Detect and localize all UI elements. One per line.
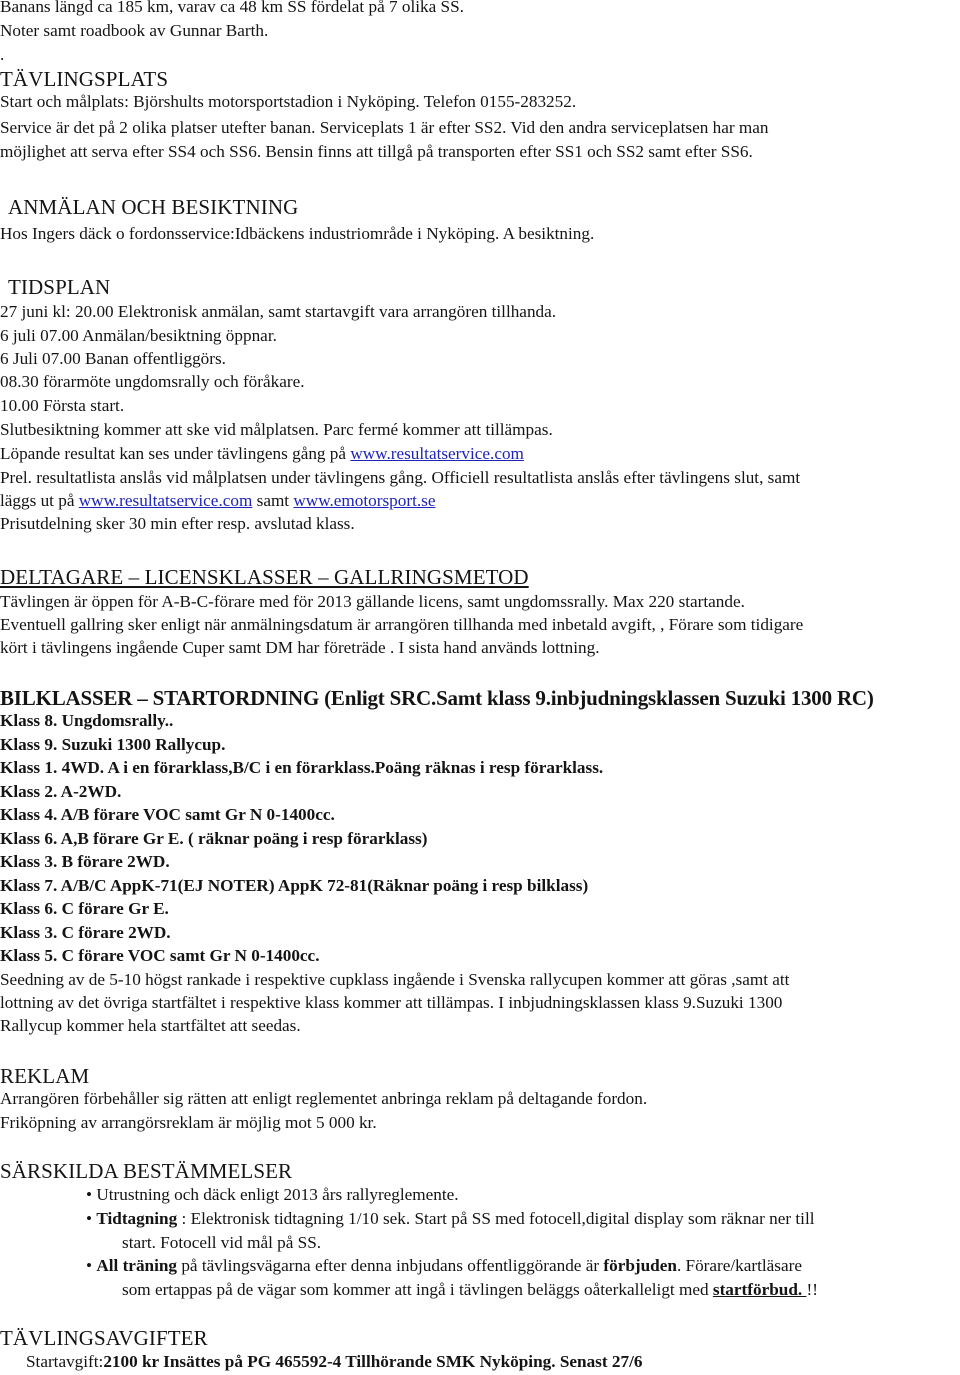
class-item: Klass 4. A/B förare VOC samt Gr N 0-1400cc.	[0, 805, 335, 824]
schedule-line: 6 Juli 07.00 Banan offentliggörs.	[0, 349, 226, 368]
bullet-bold-text: förbjuden	[603, 1256, 677, 1275]
section-heading-tavlingsplats: TÄVLINGSPLATS	[0, 67, 169, 91]
schedule-line: Slutbesiktning kommer att ske vid målplatsen. Parc fermé kommer att tillämpas.	[0, 420, 553, 439]
resultatservice-link[interactable]: www.resultatservice.com	[350, 444, 524, 463]
intro-line: Noter samt roadbook av Gunnar Barth.	[0, 21, 269, 40]
fee-line	[26, 1352, 642, 1372]
fee-label: Startavgift:	[26, 1352, 104, 1371]
emotorsport-link[interactable]: www.emotorsport.se	[293, 491, 436, 510]
bullet-continuation: start. Fotocell vid mål på SS.	[122, 1233, 322, 1252]
intro-line: Banans längd ca 185 km, varav ca 48 km SS fördelat på 7 olika SS.	[0, 0, 464, 16]
section-heading-anmalan: ANMÄLAN OCH BESIKTNING	[8, 195, 299, 219]
paragraph-line: Friköpning av arrangörsreklam är möjlig mot 5 000 kr.	[0, 1113, 377, 1132]
bullet-item	[86, 1209, 815, 1229]
bullet-icon: •	[86, 1185, 93, 1204]
intro-line: .	[0, 45, 5, 64]
schedule-line: 6 juli 07.00 Anmälan/besiktning öppnar.	[0, 326, 277, 345]
class-item: Klass 8. Ungdomsrally..	[0, 711, 174, 730]
bullet-text: som ertappas på de vägar som kommer att ingå i tävlingen beläggs oåterkalleligt med	[122, 1280, 713, 1299]
class-item: Klass 1. 4WD. A i en förarklass,B/C i en förarklass.Poäng räknas i resp förarklass.	[0, 758, 604, 777]
schedule-text: samt	[252, 491, 294, 510]
bullet-text: på tävlingsvägarna efter denna inbjudans offentliggörande är	[177, 1256, 604, 1275]
schedule-line	[0, 491, 435, 511]
schedule-text: Löpande resultat kan ses under tävlingens gång på	[0, 444, 351, 463]
bullet-continuation	[122, 1280, 818, 1300]
bullet-bold-text: startförbud.	[712, 1280, 807, 1299]
schedule-line: 27 juni kl: 20.00 Elektronisk anmälan, samt startavgift vara arrangören tillhanda.	[0, 302, 557, 321]
paragraph-line: Tävlingen är öppen för A-B-C-förare med för 2013 gällande licens, samt ungdomssrally. Max 220 startande.	[0, 592, 745, 611]
paragraph-line: Service är det på 2 olika platser utefter banan. Serviceplats 1 är efter SS2. Vid den andra serviceplatsen har man	[0, 118, 769, 137]
bullet-icon: •	[86, 1209, 93, 1228]
schedule-text: läggs ut på	[0, 491, 79, 510]
bullet-text: : Elektronisk tidtagning 1/10 sek. Start på SS med fotocell,digital display som räknar ner till	[177, 1209, 815, 1228]
section-heading-avgifter: TÄVLINGSAVGIFTER	[0, 1326, 208, 1350]
class-item: Klass 3. B förare 2WD.	[0, 852, 170, 871]
bullet-bold-text: Tidtagning	[96, 1209, 178, 1228]
resultatservice-link[interactable]: www.resultatservice.com	[78, 491, 253, 510]
paragraph-line: Start och målplats: Björshults motorsportstadion i Nyköping. Telefon 0155-283252.	[0, 92, 577, 111]
class-item: Klass 6. C förare Gr E.	[0, 899, 169, 918]
class-item: Klass 2. A-2WD.	[0, 782, 122, 801]
section-heading-bilklasser: BILKLASSER – STARTORDNING (Enligt SRC.Samt klass 9.inbjudningsklassen Suzuki 1300 RC)	[0, 686, 874, 710]
paragraph-line: Rallycup kommer hela startfältet att seedas.	[0, 1016, 301, 1035]
schedule-line: Prel. resultatlista anslås vid målplatsen under tävlingens gång. Officiell resultatlista anslås efter tävlingens slut, samt	[0, 468, 801, 487]
class-item: Klass 3. C förare 2WD.	[0, 923, 171, 942]
bullet-bold-text: All träning	[96, 1256, 178, 1275]
paragraph-line: kört i tävlingens ingående Cuper samt DM har företräde . I sista hand används lottning.	[0, 638, 600, 657]
class-item: Klass 7. A/B/C AppK-71(EJ NOTER) AppK 72-81(Räknar poäng i resp bilklass)	[0, 876, 589, 895]
schedule-line: 10.00 Första start.	[0, 396, 125, 415]
paragraph-line: möjlighet att serva efter SS4 och SS6. Bensin finns att tillgå på transporten efter SS1 och SS2 samt efter SS6.	[0, 142, 753, 161]
section-heading-tidsplan: TIDSPLAN	[8, 275, 111, 299]
class-item: Klass 5. C förare VOC samt Gr N 0-1400cc.	[0, 946, 320, 965]
paragraph-line: Seedning av de 5-10 högst rankade i respektive cupklass ingående i Svenska rallycupen kommer att göras ,samt att	[0, 970, 790, 989]
paragraph-line: Eventuell gallring sker enligt när anmälningsdatum är arrangören tillhanda med inbetald avgift, , Förare som tidigare	[0, 615, 804, 634]
section-heading-deltagare: DELTAGARE – LICENSKLASSER – GALLRINGSMETOD	[0, 565, 529, 589]
schedule-line: 08.30 förarmöte ungdomsrally och föråkare.	[0, 372, 305, 391]
bullet-item	[86, 1185, 459, 1205]
bullet-text: !!	[806, 1280, 818, 1299]
section-heading-sarskilda: SÄRSKILDA BESTÄMMELSER	[0, 1159, 293, 1183]
bullet-text: . Förare/kartläsare	[676, 1256, 802, 1275]
paragraph-line: Arrangören förbehåller sig rätten att enligt reglementet anbringa reklam på deltagande fordon.	[0, 1089, 648, 1108]
paragraph-line: lottning av det övriga startfältet i respektive klass kommer att tillämpas. I inbjudningsklassen klass 9.Suzuki 1300	[0, 993, 783, 1012]
fee-details: 2100 kr Insättes på PG 465592-4 Tillhörande SMK Nyköping. Senast 27/6	[103, 1352, 643, 1371]
bullet-icon: •	[86, 1256, 93, 1275]
paragraph-line: Hos Ingers däck o fordonsservice:Idbäckens industriområde i Nyköping. A besiktning.	[0, 224, 595, 243]
schedule-line: Prisutdelning sker 30 min efter resp. avslutad klass.	[0, 514, 355, 533]
section-heading-reklam: REKLAM	[0, 1064, 90, 1088]
class-item: Klass 6. A,B förare Gr E. ( räknar poäng i resp förarklass)	[0, 829, 428, 848]
class-item: Klass 9. Suzuki 1300 Rallycup.	[0, 735, 226, 754]
bullet-item	[86, 1256, 802, 1276]
schedule-line	[0, 444, 524, 464]
bullet-text: Utrustning och däck enligt 2013 års rallyreglemente.	[96, 1185, 459, 1204]
